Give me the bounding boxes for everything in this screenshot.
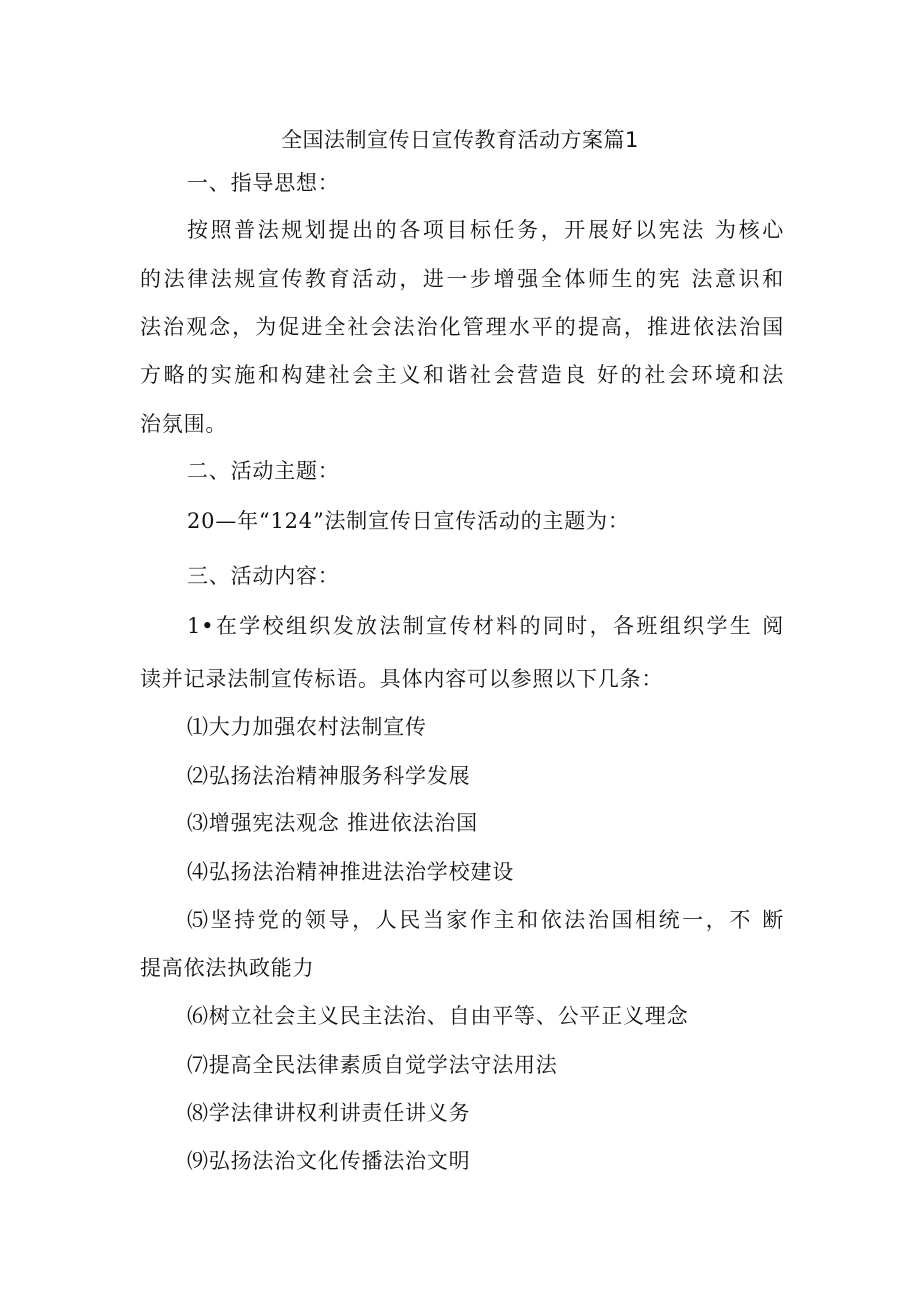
paragraph-line: 法治观念，为促进全社会法治化管理水平的提高，推进依法治国 [140,315,784,339]
slogan-item: ⑷弘扬法治精神推进法治学校建设 [187,860,514,884]
section-heading-activity-content: 三、活动内容： [187,564,340,588]
slogan-item: ⑴大力加强农村法制宣传 [187,715,427,739]
slogan-item: ⑼弘扬法治文化传播法治文明 [187,1149,471,1173]
list-item-line: 1•在学校组织发放法制宣传材料的同时，各班组织学生 阅 [187,614,784,638]
section-heading-guiding-ideology: 一、指导思想： [187,171,340,195]
slogan-item: ⑻学法律讲权利讲责任讲义务 [187,1101,471,1125]
slogan-item: ⑵弘扬法治精神服务科学发展 [187,764,471,788]
slogan-item: ⑸坚持党的领导，人民当家作主和依法治国相统一，不 断 [187,908,784,932]
paragraph-line: 治氛围。 [140,412,228,436]
section-heading-activity-theme: 二、活动主题： [187,459,340,483]
paragraph-line: 按照普法规划提出的各项目标任务，开展好以宪法 为核心 [187,218,784,242]
slogan-item: ⑹树立社会主义民主法治、自由平等、公平正义理念 [187,1004,689,1028]
slogan-item: ⑺提高全民法律素质自觉学法守法用法 [187,1053,558,1077]
slogan-item: ⑶增强宪法观念 推进依法治国 [187,811,478,835]
list-item-line: 读并记录法制宣传标语。具体内容可以参照以下几条： [140,667,664,691]
paragraph-line: 方略的实施和构建社会主义和谐社会营造良 好的社会环境和法 [140,363,784,387]
paragraph-line: 的法律法规宣传教育活动，进一步增强全体师生的宪 法意识和 [140,267,784,291]
document-title: 全国法制宣传日宣传教育活动方案篇1 [281,128,639,152]
slogan-item-continuation: 提高依法执政能力 [140,956,315,980]
theme-line: 20—年“124”法制宣传日宣传活动的主题为： [187,509,630,533]
